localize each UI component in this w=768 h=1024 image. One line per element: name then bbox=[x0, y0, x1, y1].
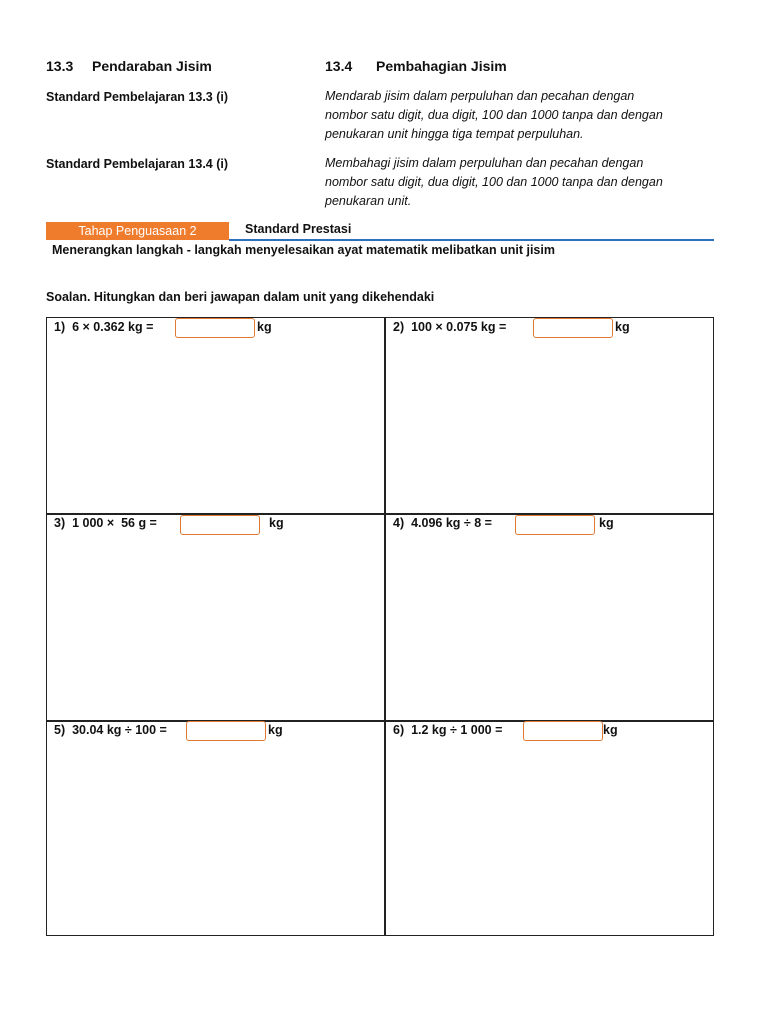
standard-label-13-4: Standard Pembelajaran 13.4 (i) bbox=[46, 157, 229, 171]
question-expression: 1.2 kg ÷ 1 000 = bbox=[411, 723, 503, 737]
question-text bbox=[393, 516, 492, 530]
answer-unit: kg bbox=[599, 516, 614, 530]
description-line: Membahagi jisim dalam perpuluhan dan pecahan dengan bbox=[325, 156, 644, 170]
question-text bbox=[54, 320, 153, 334]
question-text bbox=[393, 723, 502, 737]
description-line: penukaran unit. bbox=[325, 194, 412, 208]
question-expression: 30.04 kg ÷ 100 = bbox=[72, 723, 167, 737]
question-cell-6 bbox=[385, 721, 715, 935]
question-text bbox=[393, 320, 506, 334]
question-expression: 4.096 kg ÷ 8 = bbox=[411, 516, 492, 530]
description-line: penukaran unit hingga tiga tempat perpuluhan. bbox=[325, 127, 584, 141]
section-number: 13.4 bbox=[325, 58, 353, 74]
answer-unit: kg bbox=[257, 320, 272, 334]
divider-line bbox=[229, 239, 714, 241]
section-13-3-heading bbox=[46, 58, 212, 74]
section-title: Pendaraban Jisim bbox=[92, 58, 212, 74]
question-expression: 6 × 0.362 kg = bbox=[72, 320, 154, 334]
question-text bbox=[54, 516, 157, 530]
answer-unit: kg bbox=[269, 516, 284, 530]
section-13-4-heading bbox=[325, 58, 507, 74]
question-expression: 1 000 × 56 g = bbox=[72, 516, 157, 530]
answer-box[interactable] bbox=[180, 515, 260, 535]
answer-box[interactable] bbox=[515, 515, 595, 535]
section-title: Pembahagian Jisim bbox=[376, 58, 507, 74]
standard-description-13-4 bbox=[325, 154, 725, 211]
question-number: 5) bbox=[54, 723, 66, 737]
question-cell-3 bbox=[47, 514, 384, 720]
question-cell-2 bbox=[385, 318, 715, 513]
question-cell-5 bbox=[47, 721, 384, 935]
answer-box[interactable] bbox=[175, 318, 255, 338]
answer-box[interactable] bbox=[523, 721, 603, 741]
performance-description: Menerangkan langkah - langkah menyelesaikan ayat matematik melibatkan unit jisim bbox=[52, 243, 555, 257]
question-grid bbox=[46, 317, 714, 936]
question-number: 4) bbox=[393, 516, 405, 530]
answer-unit: kg bbox=[615, 320, 630, 334]
mastery-level-badge: Tahap Penguasaan 2 bbox=[46, 222, 229, 240]
question-instruction: Soalan. Hitungkan dan beri jawapan dalam unit yang dikehendaki bbox=[46, 290, 435, 304]
question-number: 6) bbox=[393, 723, 405, 737]
question-cell-1 bbox=[47, 318, 384, 513]
section-number: 13.3 bbox=[46, 58, 74, 74]
question-number: 1) bbox=[54, 320, 66, 334]
question-expression: 100 × 0.075 kg = bbox=[411, 320, 507, 334]
question-number: 2) bbox=[393, 320, 405, 334]
standard-label-13-3: Standard Pembelajaran 13.3 (i) bbox=[46, 90, 229, 104]
question-number: 3) bbox=[54, 516, 66, 530]
answer-box[interactable] bbox=[533, 318, 613, 338]
answer-unit: kg bbox=[603, 723, 618, 737]
answer-box[interactable] bbox=[186, 721, 266, 741]
description-line: nombor satu digit, dua digit, 100 dan 1000 tanpa dan dengan bbox=[325, 108, 663, 122]
answer-unit: kg bbox=[268, 723, 283, 737]
description-line: nombor satu digit, dua digit, 100 dan 1000 tanpa dan dengan bbox=[325, 175, 663, 189]
question-cell-4 bbox=[385, 514, 715, 720]
question-text bbox=[54, 723, 167, 737]
standard-description-13-3 bbox=[325, 87, 725, 144]
performance-standard-heading: Standard Prestasi bbox=[245, 222, 352, 236]
description-line: Mendarab jisim dalam perpuluhan dan pecahan dengan bbox=[325, 89, 635, 103]
